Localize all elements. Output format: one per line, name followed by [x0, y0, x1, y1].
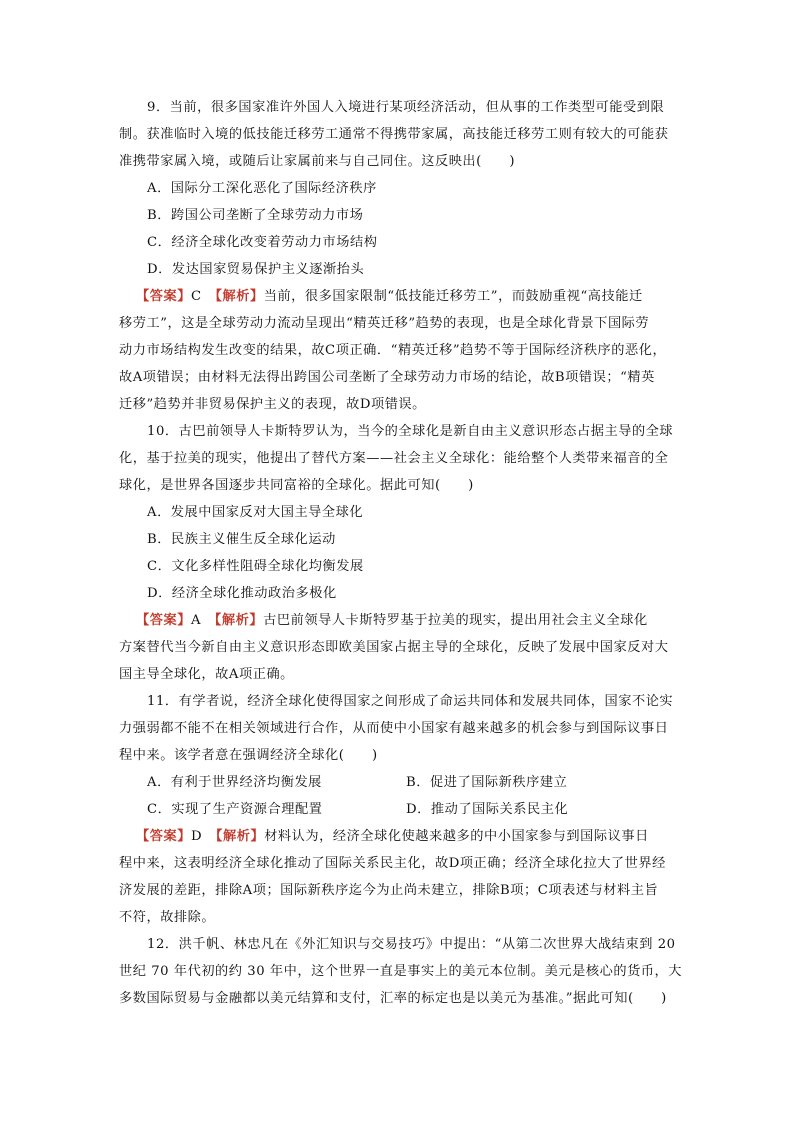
analysis-text: 当前，很多国家限制“低技能迁移劳工”，而鼓励重视“高技能迁 — [263, 289, 643, 304]
question-11-answer-line — [136, 827, 649, 847]
question-11-option-b: B．促进了国际新秩序建立 — [406, 775, 568, 790]
question-11-option-c: C．实现了生产资源合理配置 — [147, 802, 323, 817]
question-11-stem-line-2: 力强弱都不能不在相关领域进行合作，从而使中小国家有越来越多的机会参与到国际议事日 — [119, 721, 669, 736]
question-9-option-c: C．经济全球化改变着劳动力市场结构 — [147, 235, 378, 250]
question-10-option-c: C．文化多样性阻碍全球化均衡发展 — [147, 559, 364, 574]
answer-value: C — [190, 289, 216, 304]
question-11-option-a: A．有利于世界经济均衡发展 — [147, 775, 322, 790]
question-10-stem-line-3: 球化，是世界各国逐步共同富裕的全球化。据此可知( ) — [119, 478, 474, 493]
question-9-analysis-line-2: 动力市场结构发生改变的结果，故C项正确．“精英迁移”趋势不等于国际经济秩序的恶化， — [119, 343, 667, 358]
question-9-option-b: B．跨国公司垄断了全球劳动力市场 — [147, 208, 364, 223]
question-11-stem-line-1: 11．有学者说，经济全球化使得国家之间形成了命运共同体和发展共同体，国家不论实 — [147, 694, 674, 709]
question-9-stem-line-1: 9．当前，很多国家准许外国人入境进行某项经济活动，但从事的工作类型可能受到限 — [147, 100, 665, 115]
question-9-option-a: A．国际分工深化恶化了国际经济秩序 — [147, 181, 377, 196]
question-11-option-d: D．推动了国际关系民主化 — [406, 802, 569, 817]
question-9-analysis-line-1: 移劳工”，这是全球劳动力流动呈现出“精英迁移”趋势的表现，也是全球化背景下国际劳 — [119, 316, 650, 331]
question-9-analysis-line-3: 故A项错误；由材料无法得出跨国公司垄断了全球劳动力市场的结论，故B项错误；“精英 — [119, 370, 655, 385]
answer-tag: 【答案】 — [136, 613, 191, 628]
question-10-answer-line — [136, 611, 648, 631]
question-9-answer-line — [136, 287, 643, 307]
question-11-stem-line-3: 程中来。该学者意在强调经济全球化( ) — [119, 748, 378, 763]
analysis-tag: 【解析】 — [215, 829, 265, 844]
question-10-option-b: B．民族主义催生反全球化运动 — [147, 532, 336, 547]
question-11-analysis-line-2: 济发展的差距，排除A项；国际新秩序迄今为止尚未建立，排除B项；C项表述与材料主旨 — [119, 883, 659, 898]
question-9-stem-line-3: 准携带家属入境，或随后让家属前来与自己同住。这反映出( ) — [119, 154, 516, 169]
answer-value: D — [190, 829, 216, 844]
answer-tag: 【答案】 — [136, 289, 191, 304]
answer-tag: 【答案】 — [136, 829, 191, 844]
question-10-stem-line-1: 10．古巴前领导人卡斯特罗认为，当今的全球化是新自由主义意识形态占据主导的全球 — [147, 424, 674, 439]
analysis-text: 材料认为，经济全球化使越来越多的中小国家参与到国际议事日 — [264, 829, 649, 844]
analysis-tag: 【解析】 — [214, 613, 264, 628]
question-12-stem-line-2: 世纪 70 年代初的约 30 年中，这个世界一直是事实上的美元本位制。美元是核心的货币，大 — [119, 964, 683, 979]
question-10-analysis-line-1: 方案替代当今新自由主义意识形态即欧美国家占据主导的全球化，反映了发展中国家反对大 — [119, 640, 669, 655]
question-11-analysis-line-1: 程中来，这表明经济全球化推动了国际关系民主化，故D项正确；经济全球化拉大了世界经 — [119, 856, 666, 871]
question-9-option-d: D．发达国家贸易保护主义逐渐抬头 — [147, 262, 365, 277]
question-10-stem-line-2: 化，基于拉美的现实，他提出了替代方案——社会主义全球化：能给整个人类带来福音的全 — [119, 451, 669, 466]
question-10-option-a: A．发展中国家反对大国主导全球化 — [147, 505, 364, 520]
question-12-stem-line-1: 12．洪千帆、林忠凡在《外汇知识与交易技巧》中提出：“从第二次世界大战结束到 20 — [147, 937, 676, 952]
answer-value: A — [190, 613, 215, 628]
analysis-tag: 【解析】 — [215, 289, 264, 304]
question-10-analysis-line-2: 国主导全球化，故A项正确。 — [119, 667, 294, 682]
question-10-option-d: D．经济全球化推动政治多极化 — [147, 586, 337, 601]
question-9-analysis-line-4: 迁移”趋势并非贸易保护主义的表现，故D项错误。 — [119, 397, 426, 412]
question-12-stem-line-3: 多数国际贸易与金融都以美元结算和支付，汇率的标定也是以美元为基准。”据此可知( ) — [119, 991, 667, 1006]
question-11-analysis-line-3: 不符，故排除。 — [119, 910, 216, 925]
analysis-text: 古巴前领导人卡斯特罗基于拉美的现实，提出用社会主义全球化 — [263, 613, 648, 628]
question-9-stem-line-2: 制。获准临时入境的低技能迁移劳工通常不得携带家属，高技能迁移劳工则有较大的可能获 — [119, 127, 669, 142]
